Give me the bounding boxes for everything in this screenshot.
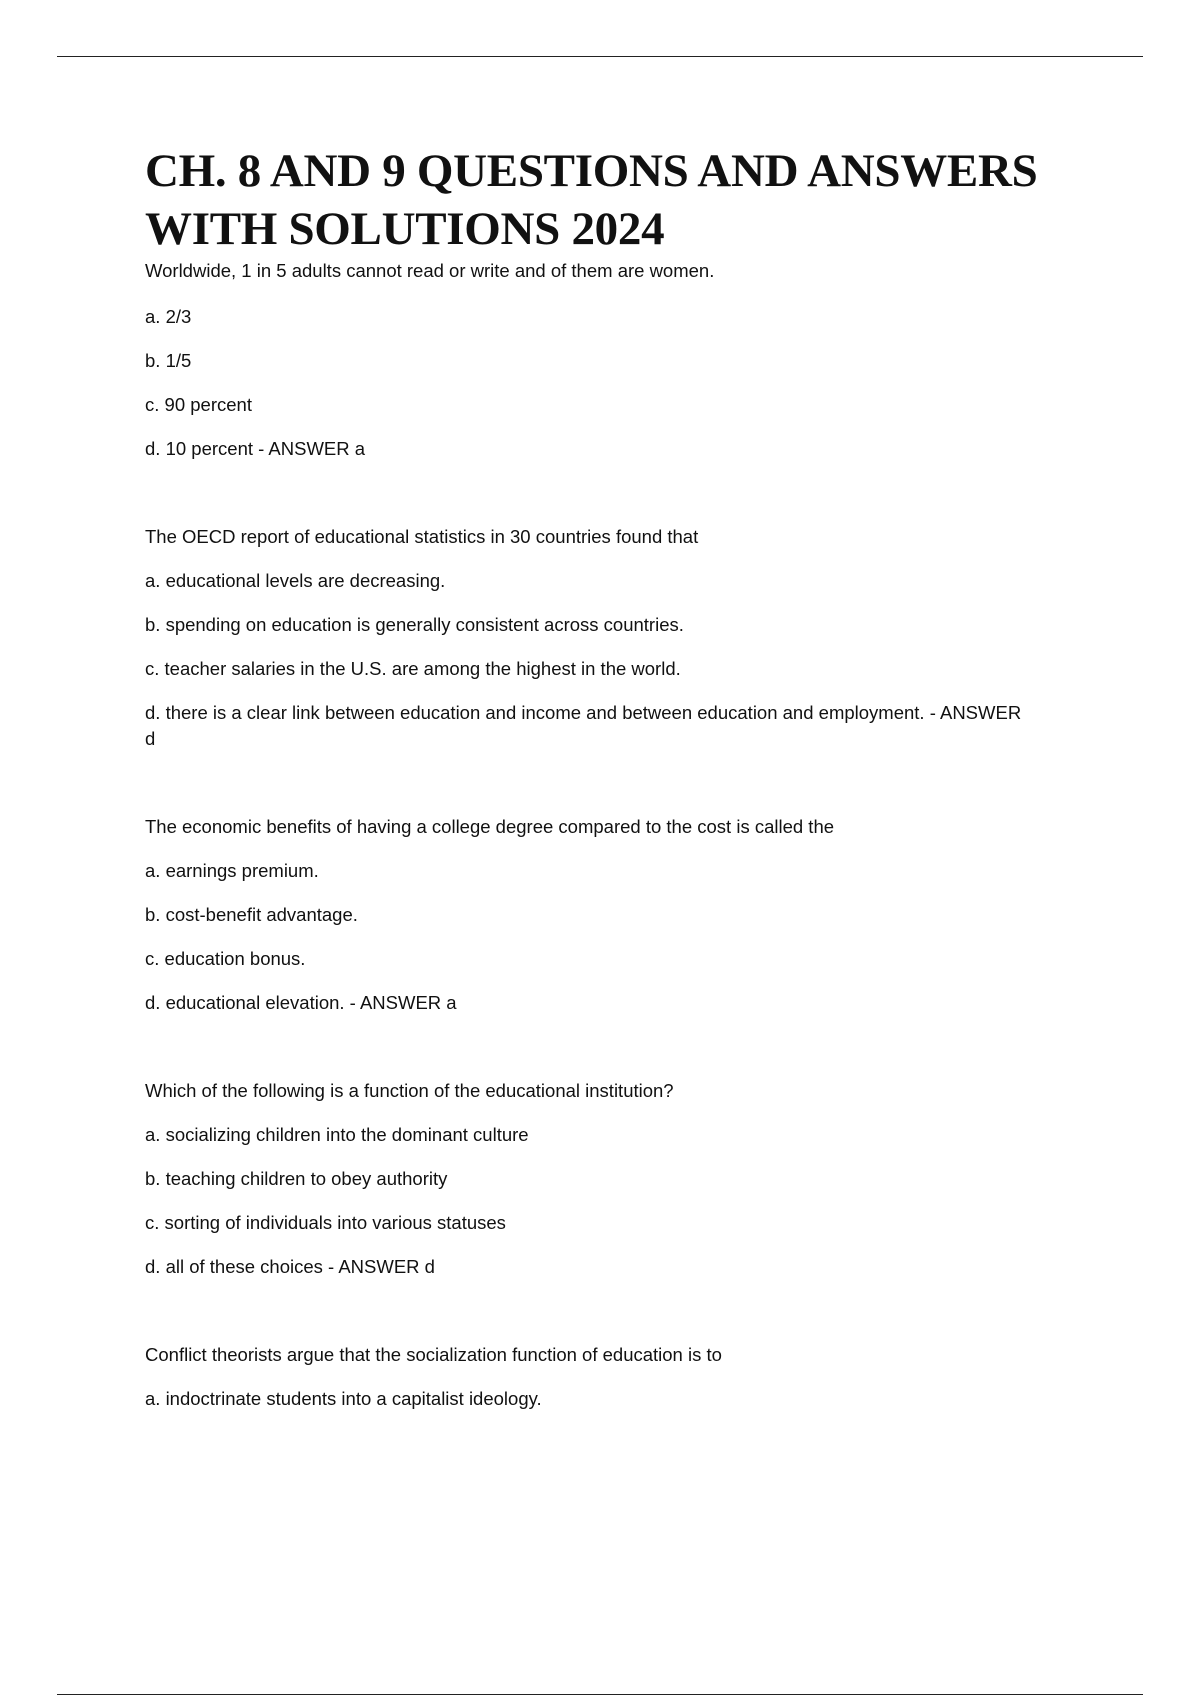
document-title — [145, 142, 1095, 258]
answer-option: b. spending on education is generally consistent across countries. — [145, 614, 684, 635]
top-rule — [57, 56, 1143, 57]
question-2 — [145, 524, 1095, 752]
question-stem: The OECD report of educational statistics in 30 countries found that — [145, 526, 699, 547]
document-page — [145, 142, 1095, 1412]
answer-option: c. education bonus. — [145, 948, 306, 969]
question-stem: Which of the following is a function of the educational institution? — [145, 1080, 674, 1101]
answer-option: c. sorting of individuals into various statuses — [145, 1212, 506, 1233]
answer-option: d. educational elevation. - ANSWER a — [145, 992, 457, 1013]
title-line-2: WITH SOLUTIONS 2024 — [145, 203, 665, 255]
question-stem: Worldwide, 1 in 5 adults cannot read or write and of them are women. — [145, 260, 715, 281]
answer-option: c. teacher salaries in the U.S. are among the highest in the world. — [145, 658, 681, 679]
answer-option: c. 90 percent — [145, 394, 252, 415]
answer-option: a. 2/3 — [145, 306, 192, 327]
answer-option: d. all of these choices - ANSWER d — [145, 1256, 435, 1277]
answer-option: b. 1/5 — [145, 350, 192, 371]
bottom-rule — [57, 1694, 1143, 1695]
answer-option: a. earnings premium. — [145, 860, 319, 881]
answer-option: a. educational levels are decreasing. — [145, 570, 446, 591]
question-1 — [145, 258, 1095, 462]
question-stem: Conflict theorists argue that the socialization function of education is to — [145, 1344, 722, 1365]
question-3 — [145, 814, 1095, 1016]
answer-option: d. there is a clear link between education and income and between education and employment. - ANSWER d — [145, 702, 1022, 749]
answer-option: d. 10 percent - ANSWER a — [145, 438, 366, 459]
question-stem: The economic benefits of having a college degree compared to the cost is called the — [145, 816, 835, 837]
answer-option: b. teaching children to obey authority — [145, 1168, 448, 1189]
title-line-1: CH. 8 AND 9 QUESTIONS AND ANSWERS — [145, 145, 1038, 197]
answer-option: b. cost-benefit advantage. — [145, 904, 358, 925]
answer-option: a. socializing children into the dominant culture — [145, 1124, 529, 1145]
answer-option: a. indoctrinate students into a capitalist ideology. — [145, 1388, 542, 1409]
question-5 — [145, 1342, 1095, 1412]
question-4 — [145, 1078, 1095, 1280]
